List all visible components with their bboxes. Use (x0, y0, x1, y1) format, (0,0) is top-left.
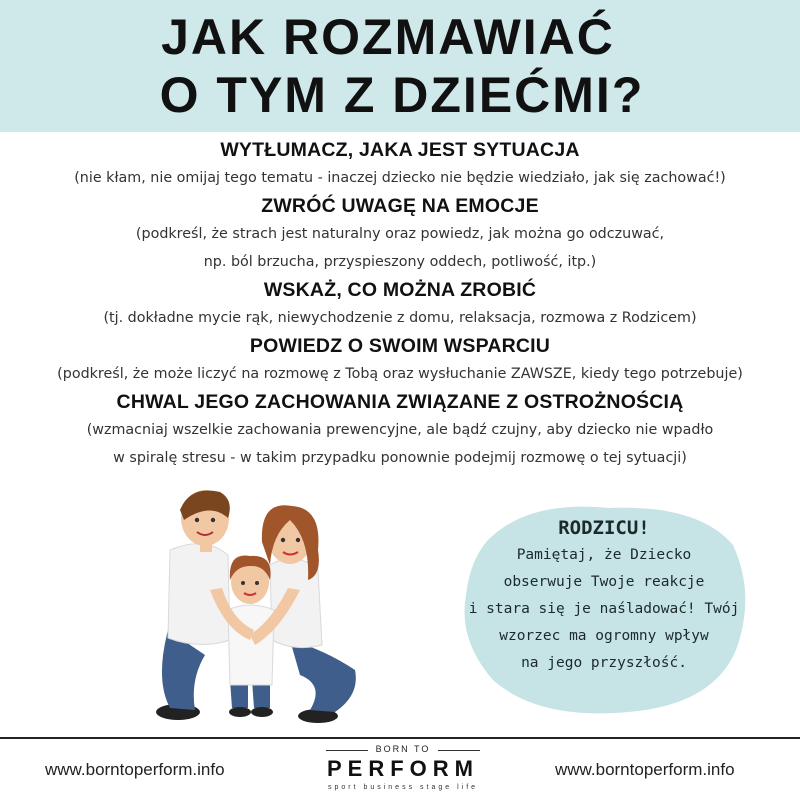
tip-heading: CHWAL JEGO ZACHOWANIA ZWIĄZANE Z OSTROŻNOŚCIĄ (116, 391, 684, 413)
tip-detail: (nie kłam, nie omijaj tego tematu - inaczej dziecko nie będzie wiedziało, jak się zachować!) (74, 170, 726, 186)
title-line-2: O TYM Z DZIEĆMI? (159, 67, 645, 123)
callout-title: RODZICU! (558, 517, 650, 539)
tips-list (0, 136, 800, 472)
brand-logo (318, 742, 488, 794)
logo-sub-text: sport business stage life (327, 784, 479, 791)
parent-callout (458, 500, 750, 718)
callout-line: Pamiętaj, że Dziecko (516, 547, 692, 563)
tip-heading: POWIEDZ O SWOIM WSPARCIU (249, 335, 551, 357)
footer-url-left[interactable]: www.borntoperform.info (45, 760, 225, 779)
tip-detail: (podkreśl, że strach jest naturalny oraz powiedz, jak można go odczuwać, (135, 226, 665, 242)
tip-detail: (tj. dokładne mycie rąk, niewychodzenie z domu, relaksacja, rozmowa z Rodzicem) (103, 310, 697, 326)
logo-top-text: BORN TO (375, 744, 431, 754)
footer-url-right[interactable]: www.borntoperform.info (555, 760, 735, 779)
tip-detail: w spiralę stresu - w takim przypadku ponownie podejmij rozmowę o tej sytuacji) (113, 450, 687, 466)
title-line-1: JAK ROZMAWIAĆ (161, 9, 615, 65)
tip-heading: ZWRÓĆ UWAGĘ NA EMOCJE (261, 195, 539, 217)
callout-line: na jego przyszłość. (521, 655, 687, 671)
family-illustration (150, 480, 370, 730)
tip-detail: (podkreśl, że może liczyć na rozmowę z Tobą oraz wysłuchanie ZAWSZE, kiedy tego potrzebuje) (57, 366, 743, 382)
logo-main-text: PERFORM (327, 756, 479, 781)
callout-line: obserwuje Twoje reakcje (503, 574, 705, 590)
tip-detail: np. ból brzucha, przyspieszony oddech, potliwość, itp.) (203, 254, 597, 270)
callout-line: wzorzec ma ogromny wpływ (499, 628, 709, 644)
tip-heading: WYTŁUMACZ, JAKA JEST SYTUACJA (220, 139, 580, 161)
tip-heading: WSKAŻ, CO MOŻNA ZROBIĆ (263, 279, 537, 301)
footer-divider (0, 737, 800, 739)
header-banner (0, 0, 800, 132)
tip-detail: (wzmacniaj wszelkie zachowania prewencyjne, ale bądź czujny, aby dziecko nie wpadło (86, 422, 714, 438)
callout-line: i stara się je naśladować! Twój (468, 601, 740, 617)
